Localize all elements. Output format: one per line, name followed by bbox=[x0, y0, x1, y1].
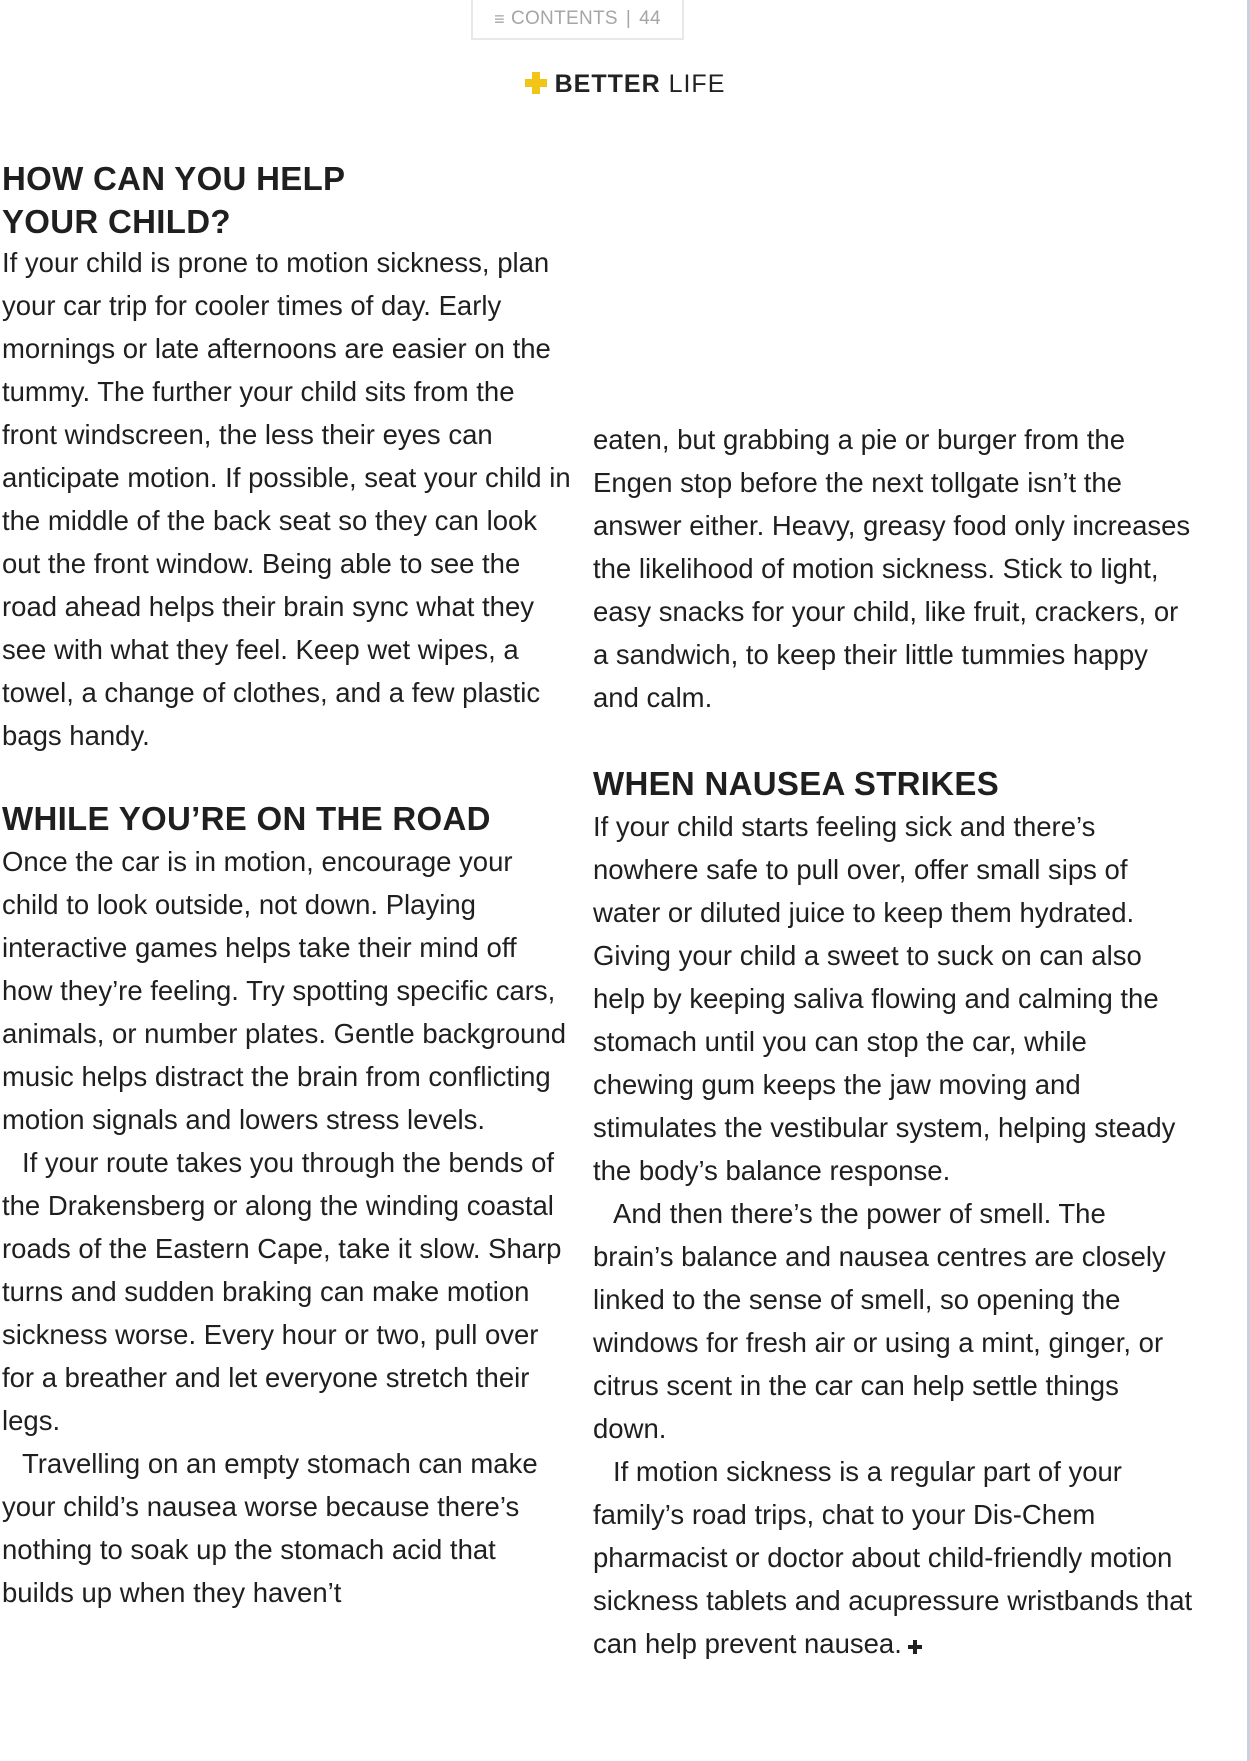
contents-button[interactable] bbox=[471, 0, 684, 40]
spacer bbox=[2, 757, 572, 797]
section-label-regular: LIFE bbox=[668, 70, 726, 98]
right-column bbox=[593, 418, 1193, 1665]
section-label-bold: BETTER bbox=[554, 70, 661, 98]
paragraph: eaten, but grabbing a pie or burger from the Engen stop before the next tollgate isn’t the answer either. Heavy, greasy food only increases the likelihood of motion sickness. Stick to light, easy snacks for your child, like fruit, crackers, or a sandwich, to keep their little tummies happy and calm. bbox=[593, 424, 1191, 713]
section-label bbox=[0, 70, 1250, 99]
divider: | bbox=[625, 8, 632, 29]
page-number: 44 bbox=[639, 8, 661, 29]
spacer bbox=[593, 719, 1193, 762]
paragraph: Travelling on an empty stomach can make your child’s nausea worse because there’s nothing to soak up the stomach acid that builds up when they haven’t bbox=[2, 1448, 538, 1608]
plus-cross-icon bbox=[525, 72, 547, 94]
paragraph: And then there’s the power of smell. The brain’s balance and nausea centres are closely linked to the sense of smell, so opening the windows for fresh air or using a mint, ginger, or citrus scent in the car can help settle things down. bbox=[593, 1198, 1166, 1444]
heading-how-can-you-help: HOW CAN YOU HELP YOUR CHILD? bbox=[2, 160, 345, 240]
paragraph: Once the car is in motion, encourage your child to look outside, not down. Playing interactive games helps take their mind off how they’re feeling. Try spotting specific cars, animals, or number plates. Gentle background music helps distract the brain from conflicting motion signals and lowers stress levels. bbox=[2, 846, 567, 1135]
hamburger-menu-icon: ≡ bbox=[494, 8, 505, 29]
heading-while-on-road: WHILE YOU’RE ON THE ROAD bbox=[2, 800, 491, 837]
paragraph: If your child is prone to motion sickness, plan your car trip for cooler times of day. Early mornings or late afternoons are easier on the tummy. The further your child sits from the front windscreen, the less their eyes can anticipate motion. If possible, seat your child in the middle of the back seat so they can look out the front window. Being able to see the road ahead helps their brain sync what they see with what they feel. Keep wet wipes, a towel, a change of clothes, and a few plastic bags handy. bbox=[2, 247, 571, 751]
left-column bbox=[2, 157, 572, 1614]
paragraph: If your route takes you through the bends of the Drakensberg or along the winding coastal roads of the Eastern Cape, take it slow. Sharp turns and sudden braking can make motion sickness worse. Every hour or two, pull over for a breather and let everyone stretch their legs. bbox=[2, 1147, 562, 1436]
paragraph-final-text: If motion sickness is a regular part of your family’s road trips, chat to your Dis-Chem pharmacist or doctor about child-friendly motion sickness tablets and acupressure wristbands that can help prevent nausea. bbox=[593, 1456, 1193, 1659]
contents-label: CONTENTS bbox=[510, 8, 618, 29]
heading-when-nausea-strikes: WHEN NAUSEA STRIKES bbox=[593, 765, 1000, 802]
paragraph-final bbox=[593, 1450, 1193, 1665]
end-of-article-icon bbox=[908, 1640, 922, 1654]
paragraph: If your child starts feeling sick and there’s nowhere safe to pull over, offer small sips of water or diluted juice to keep them hydrated. Giving your child a sweet to suck on can also help by keeping saliva flowing and calming the stomach until you can stop the car, while chewing gum keeps the jaw moving and stimulates the vestibular system, helping steady the body’s balance response. bbox=[593, 811, 1176, 1186]
